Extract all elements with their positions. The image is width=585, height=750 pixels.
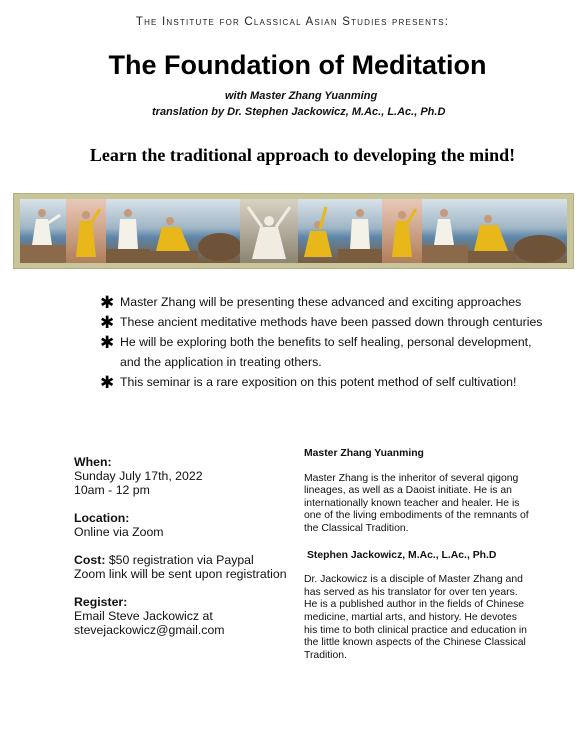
when-block xyxy=(74,455,294,497)
list-item: ✱ This seminar is a rare exposition on this potent method of self cultivation! xyxy=(100,373,517,392)
asterisk-icon: ✱ xyxy=(100,373,115,392)
event-details xyxy=(74,455,294,651)
register-block xyxy=(74,595,294,637)
event-time: 10am - 12 pm xyxy=(74,483,150,497)
jackowicz-heading: Stephen Jackowicz, M.Ac., L.Ac., Ph.D xyxy=(307,549,497,561)
with-master-line: with Master Zhang Yuanming xyxy=(225,90,378,102)
photo-panel-8 xyxy=(338,199,382,263)
location-value: Online via Zoom xyxy=(74,525,164,539)
photo-panel-6 xyxy=(240,199,298,263)
photo-panel-1 xyxy=(20,199,66,263)
list-item: ✱ These ancient meditative methods have been passed down through centuries xyxy=(100,313,543,332)
asterisk-icon: ✱ xyxy=(100,313,115,332)
photo-panel-11 xyxy=(468,199,516,263)
photo-strip xyxy=(20,199,567,263)
translation-line: translation by Dr. Stephen Jackowicz, M.Ac., L.Ac., Ph.D xyxy=(152,106,446,118)
zhang-heading: Master Zhang Yuanming xyxy=(304,448,424,459)
location-label: Location: xyxy=(74,511,130,525)
list-item: ✱ He will be exploring both the benefits to self healing, personal development, xyxy=(100,333,532,352)
instructor-bios xyxy=(304,448,529,676)
list-item-continuation: and the application in treating others. xyxy=(120,355,322,369)
photo-panel-3 xyxy=(106,199,150,263)
cost-value: $50 registration via Paypal xyxy=(105,553,254,567)
highlights-list xyxy=(100,292,560,392)
photo-panel-10 xyxy=(422,199,468,263)
photo-panel-5 xyxy=(198,199,242,263)
zhang-bio: Master Zhang is the inheritor of several qigong lineages, as well as a Daoist initiate. He is an internationally known teacher and healer. He is one of the living embodiments of the remnants of the Classical Tradition. xyxy=(304,472,529,534)
cost-label: Cost: xyxy=(74,553,106,567)
cost-note: Zoom link will be sent upon registration xyxy=(74,567,287,581)
asterisk-icon: ✱ xyxy=(100,293,115,312)
photo-panel-9 xyxy=(382,199,422,263)
list-item: ✱ Master Zhang will be presenting these advanced and exciting approaches xyxy=(100,293,522,312)
photo-panel-12 xyxy=(514,199,567,263)
register-email: stevejackowicz@gmail.com xyxy=(74,623,225,637)
event-date: Sunday July 17th, 2022 xyxy=(74,469,203,483)
location-block xyxy=(74,511,294,539)
cost-block xyxy=(74,553,294,581)
register-label: Register: xyxy=(74,595,128,609)
register-line: Email Steve Jackowicz at xyxy=(74,609,213,623)
presenter-line: The Institute for Classical Asian Studies presents: xyxy=(135,16,450,28)
photo-panel-7 xyxy=(298,199,338,263)
photo-banner xyxy=(13,193,574,269)
tagline: Learn the traditional approach to developing the mind! xyxy=(89,145,516,165)
photo-panel-2 xyxy=(66,199,106,263)
asterisk-icon: ✱ xyxy=(100,333,115,352)
photo-panel-4 xyxy=(150,199,198,263)
jackowicz-bio: Dr. Jackowicz is a disciple of Master Zhang and has served as his translator for over ten years. He is a published author in the fields of Chinese medicine, martial arts, and history. He devotes his time to both clinical practice and education in the little known aspects of the Chinese Classical Tradition. xyxy=(304,574,527,661)
page-title: The Foundation of Meditation xyxy=(108,50,487,80)
when-label: When: xyxy=(74,455,112,469)
